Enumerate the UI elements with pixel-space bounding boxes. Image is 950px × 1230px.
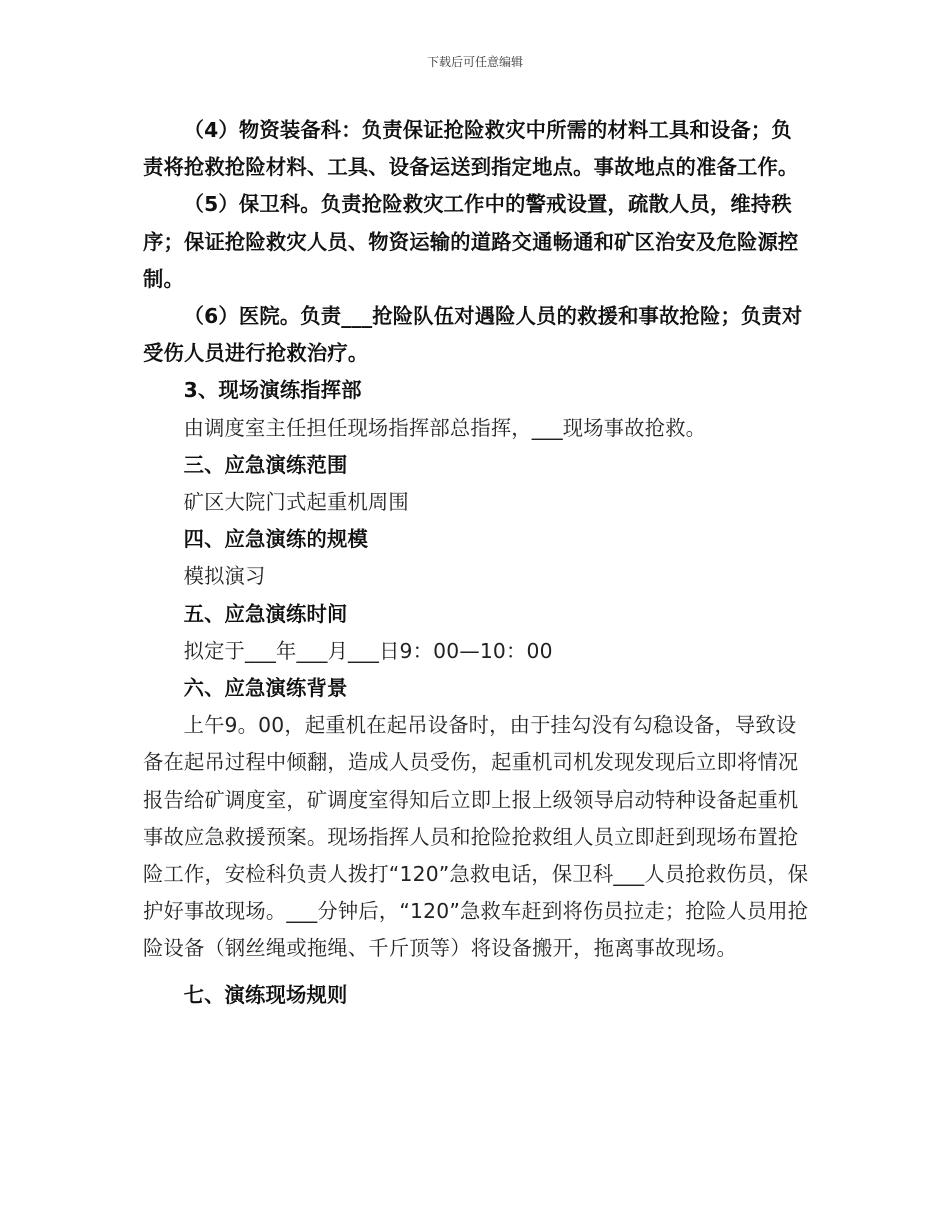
text-drill-range: 矿区大院门式起重机周围 [183,490,409,515]
heading-drill-time: 五、应急演练时间 [183,601,348,626]
page-header: 下载后可任意编辑 [426,55,523,69]
heading-drill-background: 六、应急演练背景 [183,676,348,701]
text-drill-scale: 模拟演习 [183,564,266,589]
heading-drill-scale: 四、应急演练的规模 [183,527,368,552]
paragraph-materials-dept: （4）物资装备科：负责保证抢险救灾中所需的材料工具和设备；负责将抢救抢险材料、工具、设备运送到指定地点。事故地点的准备工作。 [143,118,799,180]
paragraph-hospital: （6）医院。负责___抢险队伍对遇险人员的救援和事故抢险；负责对受伤人员进行抢救治疗。 [143,304,803,366]
heading-command-center: 3、现场演练指挥部 [183,378,362,403]
paragraph-security-dept: （5）保卫科。负责抢险救灾工作中的警戒设置，疏散人员，维持秩序；保证抢险救灾人员、物资运输的道路交通畅通和矿区治安及危险源控制。 [143,192,799,291]
document-body [143,112,811,1014]
heading-drill-range: 三、应急演练范围 [183,452,348,477]
text-drill-time: 拟定于___年___月___日9：00—10：00 [183,638,553,663]
text-command-center: 由调度室主任担任现场指挥部总指挥，___现场事故抢救。 [183,415,707,440]
heading-drill-rules: 七、演练现场规则 [183,982,348,1007]
text-drill-background: 上午9。00，起重机在起吊设备时，由于挂勾没有勾稳设备，导致设备在起吊过程中倾翻，造成人员受伤，起重机司机发现发现后立即将情况报告给矿调度室，矿调度室得知后立即上报上级领导启动特种设备起重机事故应急救援预案。现场指挥人员和抢险抢救组人员立即赶到现场布置抢险工作，安检科负责人拨打“120”急救电话，保卫科___人员抢救伤员，保护好事故现场。___分钟后，“120”急救车赶到将伤员拉走；抢险人员用抢险设备（钢丝绳或拖绳、千斤顶等）将设备搬开，拖离事故现场。 [143,713,809,961]
